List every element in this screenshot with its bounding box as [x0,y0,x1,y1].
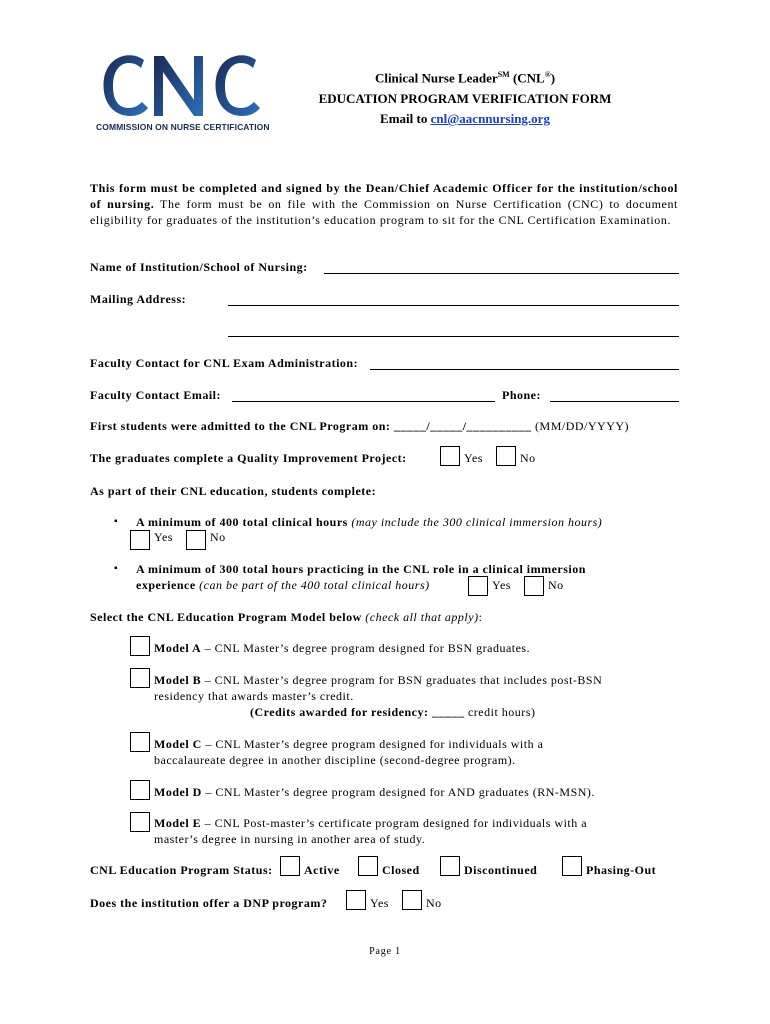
model-c-text-line1: Model C – CNL Master’s degree program designed for individuals with a [154,737,544,751]
email-line: Email to cnl@aacnnursing.org [380,111,550,126]
faculty-contact-field[interactable] [370,369,679,370]
model-b-checkbox[interactable] [130,668,150,688]
institution-label: Name of Institution/School of Nursing: [90,260,308,274]
status-phasing-out-label: Phasing-Out [586,863,657,877]
status-phasing-out-checkbox[interactable] [562,856,582,876]
model-b-text-line1: Model B – CNL Master’s degree program for BSN graduates that includes post-BSN [154,673,603,687]
mailing-field-1[interactable] [228,305,679,306]
status-active-label: Active [304,863,340,877]
immersion-item-line2: experience (can be part of the 400 total clinical hours) [136,578,430,592]
dnp-yes-checkbox[interactable] [346,890,366,910]
logo-letter-c1 [104,55,148,116]
first-students-line: First students were admitted to the CNL Program on: _____/_____/__________ (MM/DD/YYYY) [90,419,630,433]
status-discontinued-label: Discontinued [464,863,538,877]
clinical-hours-yes-label: Yes [154,530,173,544]
model-d-checkbox[interactable] [130,780,150,800]
logo-letter-n [154,56,203,116]
immersion-yes-checkbox[interactable] [468,576,488,596]
model-c-text-line2: baccalaureate degree in another discipline (second-degree program). [154,753,516,767]
clinical-hours-item: A minimum of 400 total clinical hours (may include the 300 clinical immersion hours) [136,515,603,529]
immersion-yes-label: Yes [492,578,511,592]
model-e-text-line1: Model E – CNL Post-master’s certificate program designed for individuals with a [154,816,588,830]
dnp-no-label: No [426,896,442,910]
mailing-field-2[interactable] [228,336,679,337]
bullet-icon: ▪ [114,563,118,574]
email-link[interactable]: cnl@aacnnursing.org [430,111,550,126]
qip-no-checkbox[interactable] [496,446,516,466]
phone-label: Phone: [502,388,541,402]
logo-letter-c2 [216,55,260,116]
clinical-hours-yes-checkbox[interactable] [130,530,150,550]
immersion-no-checkbox[interactable] [524,576,544,596]
status-discontinued-checkbox[interactable] [440,856,460,876]
immersion-no-label: No [548,578,564,592]
faculty-email-field[interactable] [232,401,495,402]
status-active-checkbox[interactable] [280,856,300,876]
clinical-hours-no-label: No [210,530,226,544]
qip-yes-checkbox[interactable] [440,446,460,466]
page-number: Page 1 [369,946,401,957]
model-a-checkbox[interactable] [130,636,150,656]
qip-yes-label: Yes [464,451,483,465]
models-heading: Select the CNL Education Program Model below (check all that apply): [90,610,483,624]
education-heading: As part of their CNL education, students complete: [90,484,377,498]
model-c-checkbox[interactable] [130,732,150,752]
model-b-credits: (Credits awarded for residency: _____ credit hours) [250,705,536,719]
clinical-hours-no-checkbox[interactable] [186,530,206,550]
status-closed-label: Closed [382,863,420,877]
dnp-no-checkbox[interactable] [402,890,422,910]
model-b-text-line2: residency that awards master’s credit. [154,689,354,703]
model-e-checkbox[interactable] [130,812,150,832]
model-a-text: Model A – CNL Master’s degree program designed for BSN graduates. [154,641,531,655]
mailing-label: Mailing Address: [90,292,187,306]
dnp-yes-label: Yes [370,896,389,910]
phone-field[interactable] [550,401,679,402]
status-label: CNL Education Program Status: [90,863,273,877]
logo-subtitle: COMMISSION ON NURSE CERTIFICATION [96,122,270,132]
model-d-text: Model D – CNL Master’s degree program designed for AND graduates (RN-MSN). [154,785,595,799]
status-closed-checkbox[interactable] [358,856,378,876]
faculty-contact-label: Faculty Contact for CNL Exam Administration: [90,356,359,370]
faculty-email-label: Faculty Contact Email: [90,388,221,402]
immersion-item-line1: A minimum of 300 total hours practicing in the CNL role in a clinical immersion [136,562,586,576]
institution-field[interactable] [324,273,679,274]
bullet-icon: ▪ [114,516,118,527]
dnp-question: Does the institution offer a DNP program? [90,896,328,910]
intro-paragraph: This form must be completed and signed by the Dean/Chief Academic Officer for the institution/school of nursing. The form must be on file with the Commission on Nurse Certification (CNC) to document eligibility for graduates of the institution’s education program to sit for the CNL Certification Examination. [90,181,678,227]
qip-no-label: No [520,451,536,465]
qip-label: The graduates complete a Quality Improvement Project: [90,451,407,465]
form-title-line2: EDUCATION PROGRAM VERIFICATION FORM [318,91,612,106]
model-e-text-line2: master’s degree in nursing in another area of study. [154,832,426,846]
form-title-line1: Clinical Nurse Leader℠ (CNL®) [374,70,556,86]
